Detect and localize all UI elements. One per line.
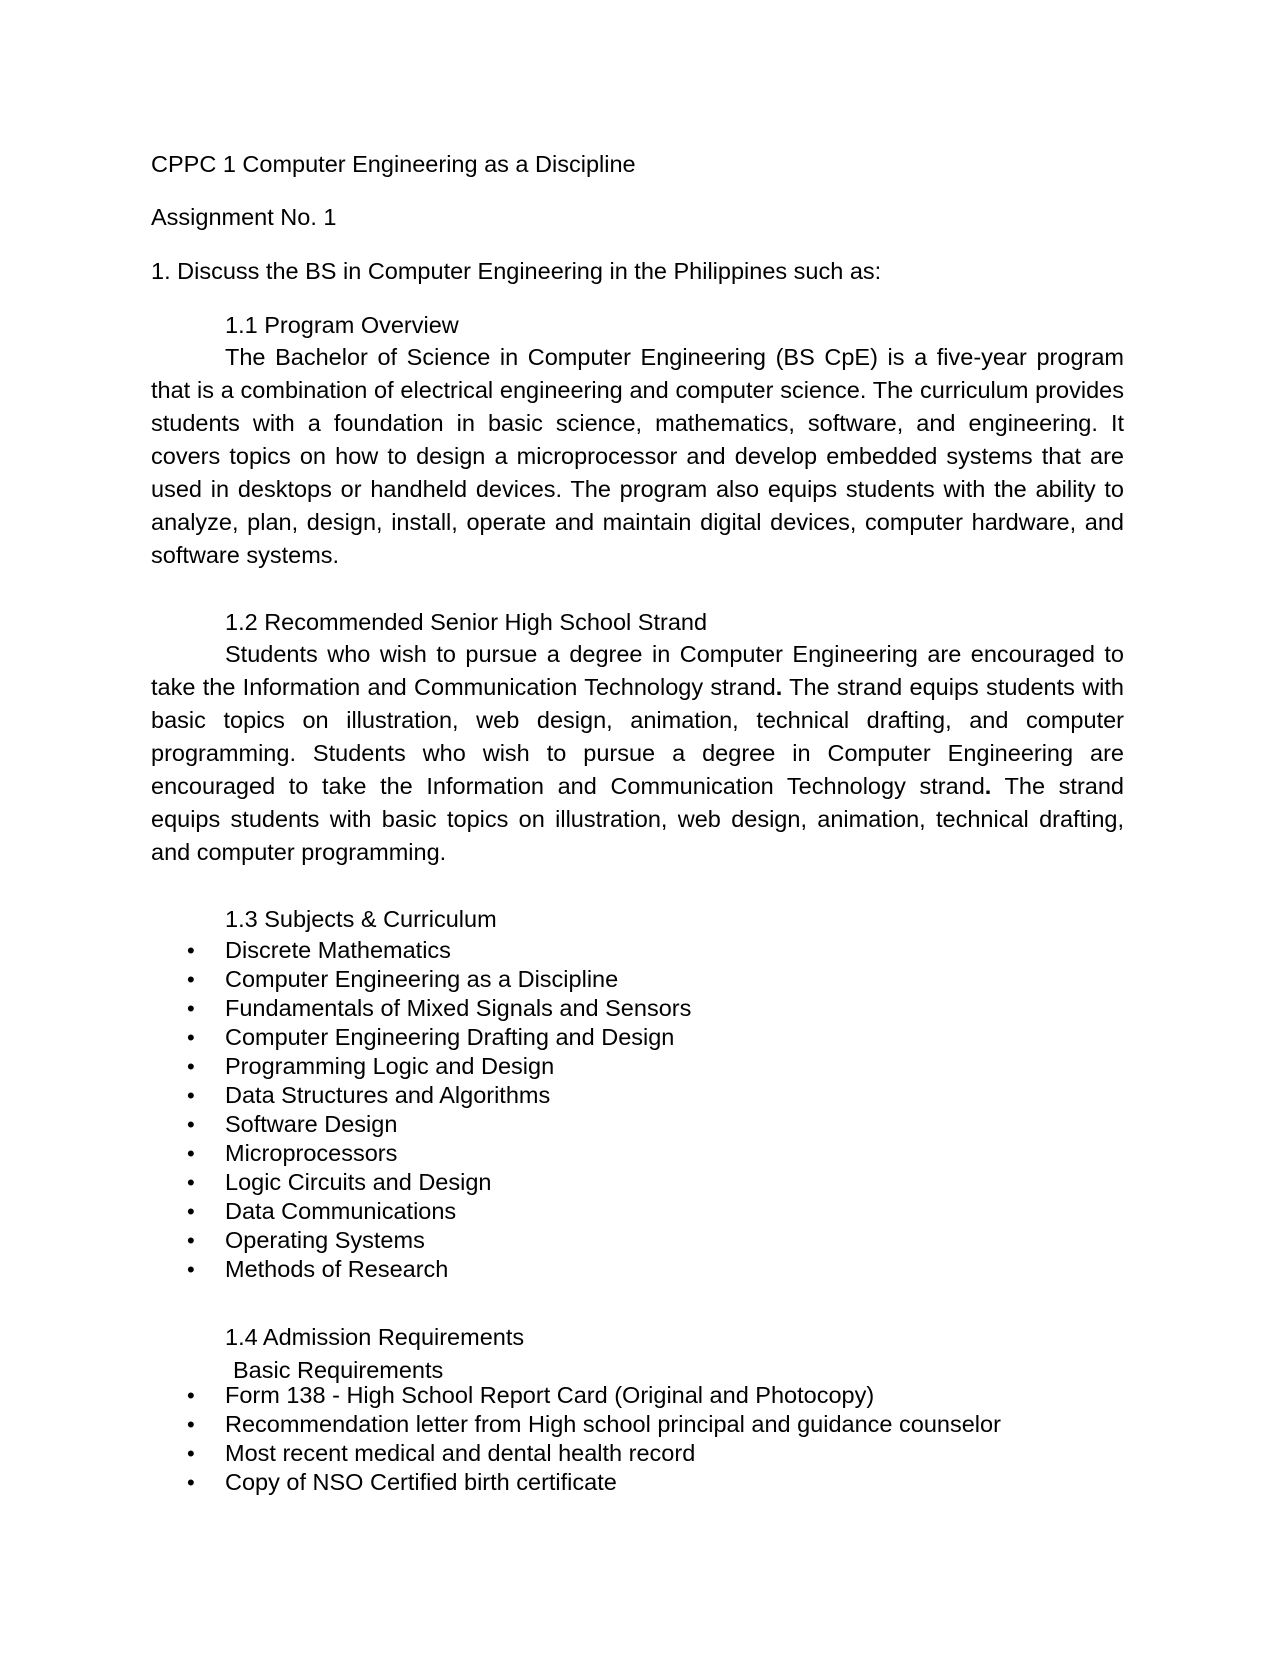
admission-subheading: Basic Requirements (233, 1357, 444, 1383)
section-heading-curriculum: 1.3 Subjects & Curriculum (225, 906, 497, 932)
list-item-text: Logic Circuits and Design (225, 1169, 492, 1195)
bullet-icon: • (187, 1441, 195, 1466)
assignment-label: Assignment No. 1 (151, 204, 337, 230)
list-item-text: Operating Systems (225, 1227, 425, 1253)
bullet-icon: • (187, 1054, 195, 1079)
bullet-icon: • (187, 1141, 195, 1166)
list-item (151, 1410, 1001, 1439)
bullet-icon: • (187, 1383, 195, 1408)
bullet-icon: • (187, 1199, 195, 1224)
list-item-text: Computer Engineering Drafting and Design (225, 1024, 675, 1050)
bullet-icon: • (187, 1083, 195, 1108)
list-item-text: Form 138 - High School Report Card (Original and Photocopy) (225, 1382, 875, 1408)
strand-body-part2: The strand equips students with basic topics on illustration, web design, animation, technical drafting, and computer programming. Students who wish to pursue a degree in Computer Engineering are encouraged to take the Information and Communication Technology strand (151, 674, 1124, 799)
strand-body-part1: Students who wish to pursue a degree in Computer Engineering are encouraged to take the Information and Communication Technology strand (151, 641, 1124, 700)
list-item (151, 1381, 1001, 1410)
list-item-text: Recommendation letter from High school principal and guidance counselor (225, 1411, 1001, 1437)
bullet-icon: • (187, 1257, 195, 1282)
bullet-icon: • (187, 1412, 195, 1437)
bullet-icon: • (187, 1025, 195, 1050)
bullet-icon: • (187, 1470, 195, 1495)
strand-bold-period-2: . (984, 773, 992, 799)
section-heading-admission: 1.4 Admission Requirements (225, 1324, 525, 1350)
overview-body: The Bachelor of Science in Computer Engineering (BS CpE) is a five-year program that is a combination of electrical engineering and computer science. The curriculum provides students with a foundation in basic science, mathematics, software, and engineering. It covers topics on how to design a microprocessor and develop embedded systems that are used in desktops or handheld devices. The program also equips students with the ability to analyze, plan, design, install, operate and maintain digital devices, computer hardware, and software systems. (151, 344, 1124, 568)
list-item (151, 1439, 1001, 1468)
question-text: 1. Discuss the BS in Computer Engineering in the Philippines such as: (151, 258, 882, 284)
list-item (151, 1168, 691, 1197)
list-item-text: Computer Engineering as a Discipline (225, 966, 619, 992)
list-item (151, 1226, 691, 1255)
list-item-text: Methods of Research (225, 1256, 449, 1282)
list-item (151, 1110, 691, 1139)
list-item (151, 1255, 691, 1284)
curriculum-list (151, 936, 691, 1284)
bullet-icon: • (187, 1112, 195, 1137)
list-item (151, 1052, 691, 1081)
admission-list (151, 1381, 1001, 1497)
list-item (151, 936, 691, 965)
list-item-text: Programming Logic and Design (225, 1053, 555, 1079)
bullet-icon: • (187, 1170, 195, 1195)
bullet-icon: • (187, 967, 195, 992)
bullet-icon: • (187, 996, 195, 1021)
list-item (151, 1139, 691, 1168)
list-item (151, 994, 691, 1023)
list-item (151, 1197, 691, 1226)
strand-paragraph (151, 638, 1124, 869)
list-item-text: Most recent medical and dental health record (225, 1440, 696, 1466)
bullet-icon: • (187, 1228, 195, 1253)
course-title: CPPC 1 Computer Engineering as a Discipline (151, 151, 636, 177)
list-item (151, 1081, 691, 1110)
list-item (151, 1468, 1001, 1497)
list-item (151, 1023, 691, 1052)
list-item-text: Data Structures and Algorithms (225, 1082, 551, 1108)
list-item-text: Software Design (225, 1111, 398, 1137)
list-item (151, 965, 691, 994)
section-heading-strand: 1.2 Recommended Senior High School Strand (225, 609, 708, 635)
list-item-text: Discrete Mathematics (225, 937, 451, 963)
strand-body-part3: The strand equips students with basic topics on illustration, web design, animation, technical drafting, and computer programming. (151, 773, 1124, 865)
list-item-text: Data Communications (225, 1198, 457, 1224)
bullet-icon: • (187, 938, 195, 963)
list-item-text: Microprocessors (225, 1140, 398, 1166)
overview-paragraph (151, 341, 1124, 572)
list-item-text: Fundamentals of Mixed Signals and Sensors (225, 995, 692, 1021)
list-item-text: Copy of NSO Certified birth certificate (225, 1469, 617, 1495)
section-heading-overview: 1.1 Program Overview (225, 312, 459, 338)
strand-bold-period-1: . (775, 674, 783, 700)
